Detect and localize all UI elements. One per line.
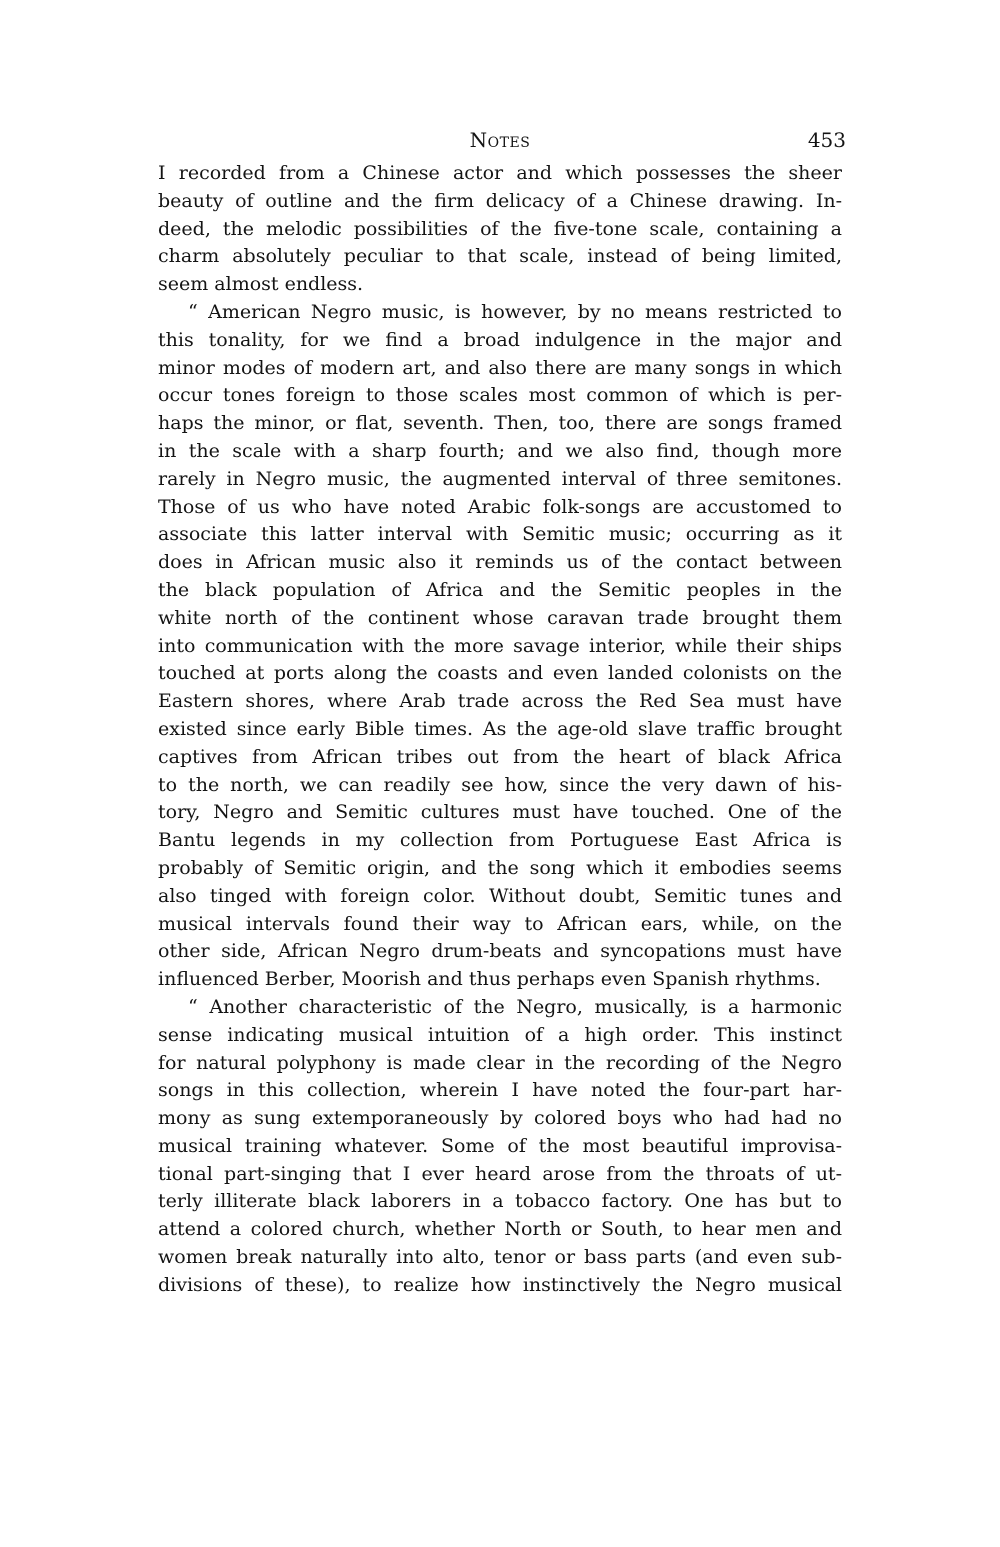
text-line: occur tones foreign to those scales most common of which is per-	[158, 384, 842, 407]
text-line: other side, African Negro drum-beats and syncopations must have	[158, 940, 842, 963]
text-line: divisions of these), to realize how instinctively the Negro musical	[158, 1273, 842, 1296]
text-line: captives from African tribes out from the heart of black Africa	[158, 745, 842, 768]
text-line: I recorded from a Chinese actor and which possesses the sheer	[158, 162, 842, 184]
running-head-title: Notes	[469, 128, 531, 152]
text-line: Those of us who have noted Arabic folk-songs are accustomed to	[158, 495, 842, 518]
text-line: rarely in Negro music, the augmented interval of three semitones.	[158, 467, 842, 490]
text-line: haps the minor, or flat, seventh. Then, too, there are songs framed	[158, 412, 842, 435]
text-line: “ Another characteristic of the Negro, musically, is a harmonic	[188, 995, 842, 1018]
running-head	[158, 118, 846, 160]
book-page	[158, 118, 846, 1300]
text-line: beauty of outline and the firm delicacy of a Chinese drawing. In-	[158, 189, 842, 212]
text-line: in the scale with a sharp fourth; and we also find, though more	[158, 439, 842, 462]
text-line: does in African music also it reminds us of the contact between	[158, 551, 842, 574]
text-line: for natural polyphony is made clear in the recording of the Negro	[158, 1051, 842, 1074]
paragraph-3	[158, 994, 842, 1300]
text-line: probably of Semitic origin, and the song which it embodies seems	[158, 856, 842, 879]
page-number: 453	[807, 128, 846, 152]
text-line: to the north, we can readily see how, since the very dawn of his-	[158, 773, 842, 796]
text-line: Eastern shores, where Arab trade across the Red Sea must have	[158, 690, 842, 713]
text-line: associate this latter interval with Semitic music; occurring as it	[158, 523, 842, 546]
text-line: tory, Negro and Semitic cultures must have touched. One of the	[158, 801, 842, 824]
text-line: seem almost endless.	[158, 273, 364, 296]
text-line: touched at ports along the coasts and even landed colonists on the	[158, 662, 842, 685]
text-line: deed, the melodic possibilities of the five-tone scale, containing a	[158, 217, 842, 240]
text-line: tional part-singing that I ever heard arose from the throats of ut-	[158, 1162, 842, 1185]
text-line: musical intervals found their way to African ears, while, on the	[158, 912, 842, 935]
text-line: also tinged with foreign color. Without doubt, Semitic tunes and	[158, 884, 842, 907]
text-line: Bantu legends in my collection from Portuguese East Africa is	[158, 829, 842, 852]
text-line: “ American Negro music, is however, by no means restricted to	[188, 300, 842, 323]
text-line: minor modes of modern art, and also there are many songs in which	[158, 356, 842, 379]
paragraph-1	[158, 160, 842, 299]
text-line: attend a colored church, whether North or South, to hear men and	[158, 1218, 842, 1241]
text-line: the black population of Africa and the Semitic peoples in the	[158, 578, 842, 601]
text-line: charm absolutely peculiar to that scale, instead of being limited,	[158, 245, 842, 268]
text-line: this tonality, for we find a broad indulgence in the major and	[158, 328, 842, 351]
text-line: musical training whatever. Some of the most beautiful improvisa-	[158, 1134, 842, 1157]
text-line: songs in this collection, wherein I have noted the four-part har-	[158, 1079, 842, 1102]
text-line: terly illiterate black laborers in a tobacco factory. One has but to	[158, 1190, 842, 1213]
paragraph-2	[158, 299, 842, 994]
text-line: influenced Berber, Moorish and thus perhaps even Spanish rhythms.	[158, 968, 821, 991]
body-text	[158, 160, 842, 1300]
text-line: white north of the continent whose caravan trade brought them	[158, 606, 842, 629]
text-line: sense indicating musical intuition of a high order. This instinct	[158, 1023, 842, 1046]
text-line: mony as sung extemporaneously by colored boys who had had no	[158, 1107, 842, 1130]
text-line: existed since early Bible times. As the age-old slave traffic brought	[158, 717, 842, 740]
text-line: into communication with the more savage interior, while their ships	[158, 634, 842, 657]
text-line: women break naturally into alto, tenor or bass parts (and even sub-	[158, 1246, 842, 1269]
